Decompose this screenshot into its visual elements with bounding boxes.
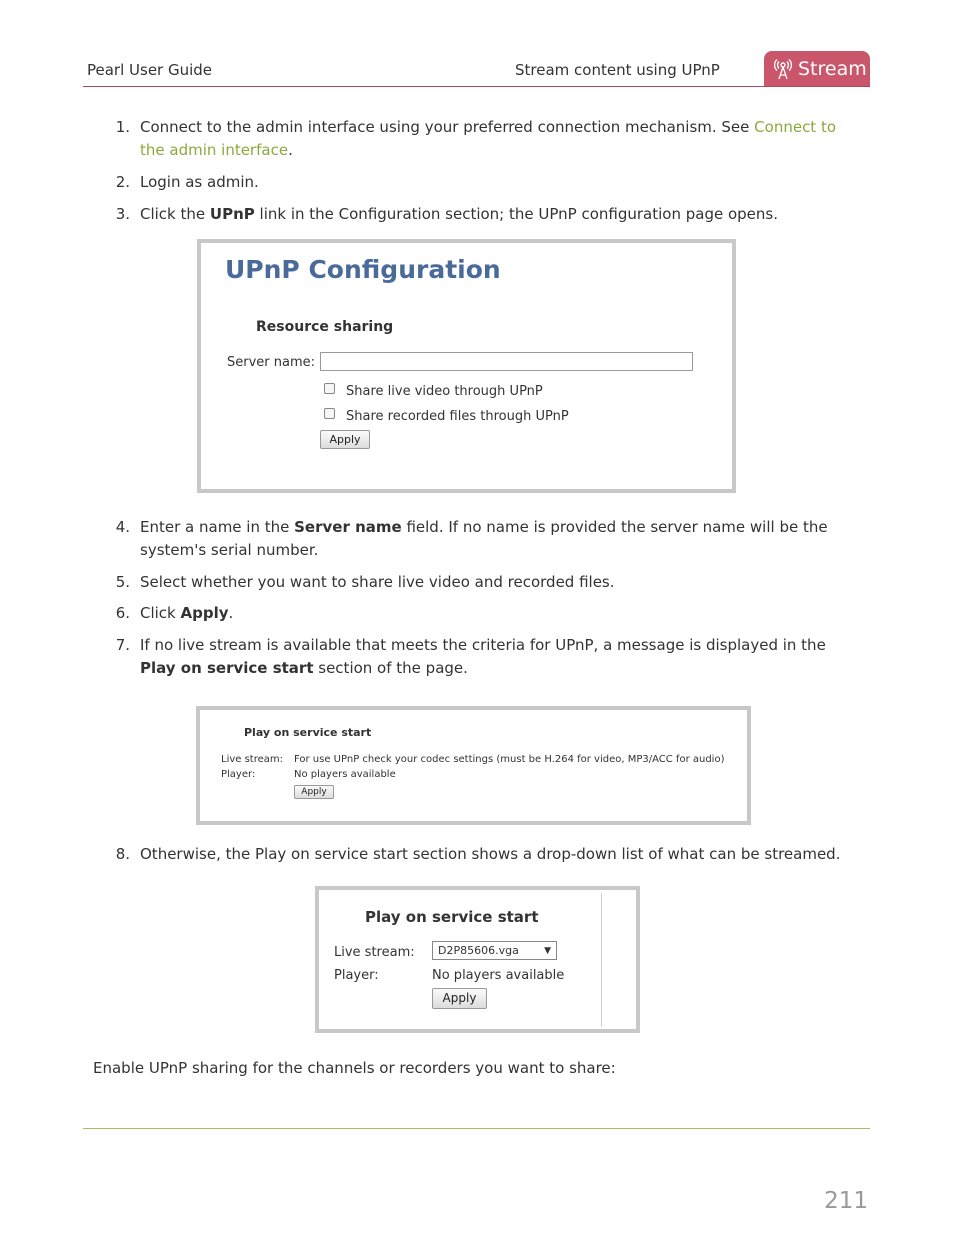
step-text: Click bbox=[140, 604, 181, 622]
step-number: 4. bbox=[115, 518, 130, 536]
admin-interface-link[interactable]: Connect to the admin interface bbox=[140, 118, 837, 159]
doc-title: Pearl User Guide bbox=[87, 61, 213, 79]
closing-paragraph: Enable UPnP sharing for the channels or recorders you want to share: bbox=[93, 1059, 616, 1077]
share-recorded-label: Share recorded files through UPnP bbox=[346, 409, 569, 424]
step-number: 3. bbox=[115, 205, 130, 223]
page-number: 211 bbox=[824, 1188, 868, 1214]
step-5 bbox=[112, 571, 862, 594]
live-stream-label: Live stream: bbox=[221, 754, 284, 765]
stream-tab-label: Stream bbox=[798, 58, 867, 80]
step-bold: Apply bbox=[180, 604, 229, 622]
share-live-checkbox[interactable] bbox=[324, 383, 335, 394]
share-recorded-checkbox[interactable] bbox=[324, 408, 335, 419]
step-text: Enter a name in the bbox=[140, 518, 295, 536]
step-number: 8. bbox=[115, 845, 130, 863]
live-stream-selected: D2P85606.vga bbox=[438, 944, 519, 957]
stream-tab bbox=[764, 51, 870, 87]
step-text: Otherwise, the Play on service start section shows a drop-down list of what can be streamed. bbox=[140, 845, 841, 863]
step-text-end: field. If no name is provided the server name will be the system's serial number. bbox=[140, 518, 828, 559]
play-start-title: Play on service start bbox=[244, 726, 372, 739]
step-text: Connect to the admin interface using your preferred connection mechanism. See bbox=[140, 118, 755, 136]
section-title: Stream content using UPnP bbox=[515, 61, 720, 79]
step-bold: UPnP bbox=[209, 205, 255, 223]
play-start-screenshot-1 bbox=[196, 706, 751, 825]
header-rule bbox=[83, 86, 870, 87]
step-bold: Play on service start bbox=[140, 659, 314, 677]
player-value: No players available bbox=[432, 968, 565, 983]
apply-button[interactable]: Apply bbox=[432, 988, 487, 1009]
step-1 bbox=[112, 116, 862, 162]
resource-sharing-heading: Resource sharing bbox=[256, 319, 394, 335]
step-number: 2. bbox=[115, 173, 130, 191]
player-value: No players available bbox=[294, 769, 396, 780]
player-label: Player: bbox=[334, 968, 379, 983]
step-4 bbox=[112, 516, 862, 562]
step-6 bbox=[112, 602, 862, 625]
step-3 bbox=[112, 203, 862, 226]
step-2 bbox=[112, 171, 862, 194]
share-live-label: Share live video through UPnP bbox=[346, 384, 543, 399]
step-text: Select whether you want to share live video and recorded files. bbox=[140, 573, 615, 591]
step-number: 1. bbox=[115, 118, 130, 136]
upnp-config-screenshot bbox=[197, 239, 736, 493]
play-start-title: Play on service start bbox=[365, 908, 539, 926]
step-text-end: . bbox=[288, 141, 293, 159]
step-number: 7. bbox=[115, 636, 130, 654]
step-7 bbox=[112, 634, 862, 680]
step-text: Click the bbox=[140, 205, 210, 223]
step-8 bbox=[112, 843, 862, 866]
step-number: 6. bbox=[115, 604, 130, 622]
step-text-end: . bbox=[228, 604, 234, 622]
upnp-config-title: UPnP Configuration bbox=[225, 255, 501, 284]
apply-button[interactable]: Apply bbox=[294, 785, 334, 799]
player-label: Player: bbox=[221, 769, 256, 780]
play-start-screenshot-2 bbox=[315, 886, 640, 1033]
step-text: If no live stream is available that meets the criteria for UPnP, a message is displayed in the bbox=[140, 636, 826, 654]
live-stream-dropdown[interactable] bbox=[432, 941, 557, 960]
footer-rule bbox=[83, 1128, 870, 1129]
step-text: Login as admin. bbox=[140, 173, 259, 191]
step-text-end: link in the Configuration section; the UPnP configuration page opens. bbox=[254, 205, 778, 223]
live-stream-message: For use UPnP check your codec settings (must be H.264 for video, MP3/ACC for audio) bbox=[294, 754, 725, 765]
step-number: 5. bbox=[115, 573, 130, 591]
server-name-label: Server name: bbox=[227, 355, 316, 370]
step-text-end: section of the page. bbox=[313, 659, 468, 677]
panel-divider bbox=[601, 893, 602, 1027]
antenna-icon bbox=[774, 58, 792, 80]
live-stream-label: Live stream: bbox=[334, 945, 415, 960]
server-name-field[interactable] bbox=[320, 352, 693, 371]
step-bold: Server name bbox=[294, 518, 402, 536]
dropdown-arrow-icon: ▼ bbox=[544, 945, 551, 956]
apply-button[interactable]: Apply bbox=[320, 430, 370, 449]
